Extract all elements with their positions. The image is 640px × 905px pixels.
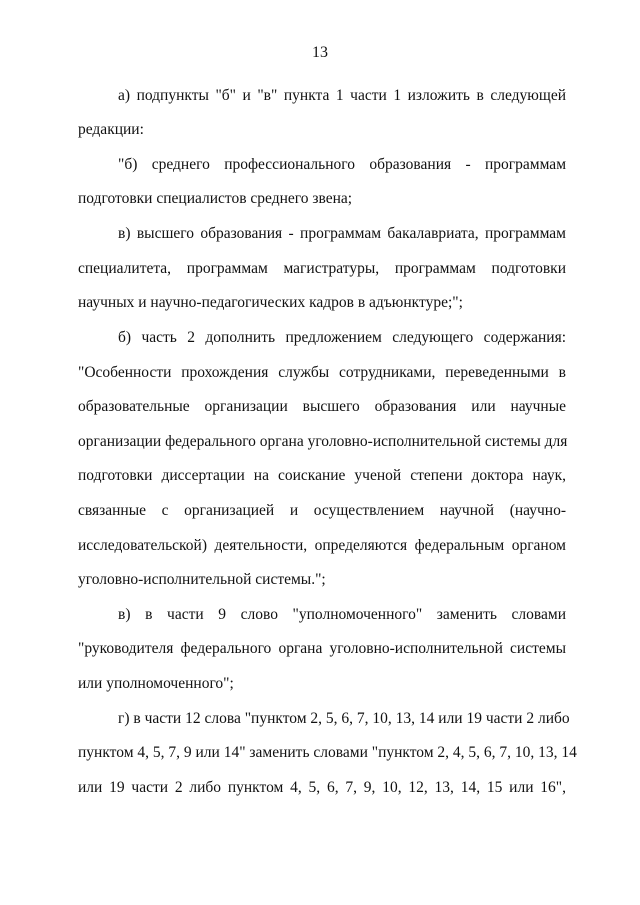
text-line: или уполномоченного";: [78, 675, 234, 692]
text-line: г) в части 12 слова "пунктом 2, 5, 6, 7, 10, 13, 14 или 19 части 2 либо: [118, 710, 570, 727]
text-line: научных и научно-педагогических кадров в адъюнктуре;";: [78, 294, 463, 311]
text-line: пунктом 4, 5, 7, 9 или 14" заменить словами "пунктом 2, 4, 5, 6, 7, 10, 13, 14: [78, 744, 577, 761]
text-line: специалитета, программам магистратуры, программам подготовки: [78, 260, 566, 277]
text-line: "б) среднего профессионального образования - программам: [118, 156, 566, 173]
text-line: образовательные организации высшего образования или научные: [78, 398, 566, 415]
text-line: организации федерального органа уголовно-исполнительной системы для: [78, 433, 568, 450]
text-line: "Особенности прохождения службы сотрудниками, переведенными в: [78, 364, 566, 381]
text-line: подготовки специалистов среднего звена;: [78, 190, 353, 207]
text-line: или 19 части 2 либо пунктом 4, 5, 6, 7, 9, 10, 12, 13, 14, 15 или 16",: [78, 779, 566, 796]
text-line: в) в части 9 слово "уполномоченного" заменить словами: [118, 606, 566, 623]
text-line: в) высшего образования - программам бакалавриата, программам: [118, 225, 566, 242]
text-line: исследовательской) деятельности, определяются федеральным органом: [78, 537, 566, 554]
text-line: редакции:: [78, 121, 144, 138]
text-line: а) подпункты "б" и "в" пункта 1 части 1 изложить в следующей: [118, 87, 566, 104]
text-line: связанные с организацией и осуществлением научной (научно-: [78, 502, 566, 519]
text-line: б) часть 2 дополнить предложением следующего содержания:: [118, 329, 566, 346]
text-line: подготовки диссертации на соискание ученой степени доктора наук,: [78, 467, 566, 484]
page-number: 13: [312, 44, 328, 61]
text-line: "руководителя федерального органа уголовно-исполнительной системы: [78, 640, 566, 657]
text-line: уголовно-исполнительной системы.";: [78, 571, 326, 588]
